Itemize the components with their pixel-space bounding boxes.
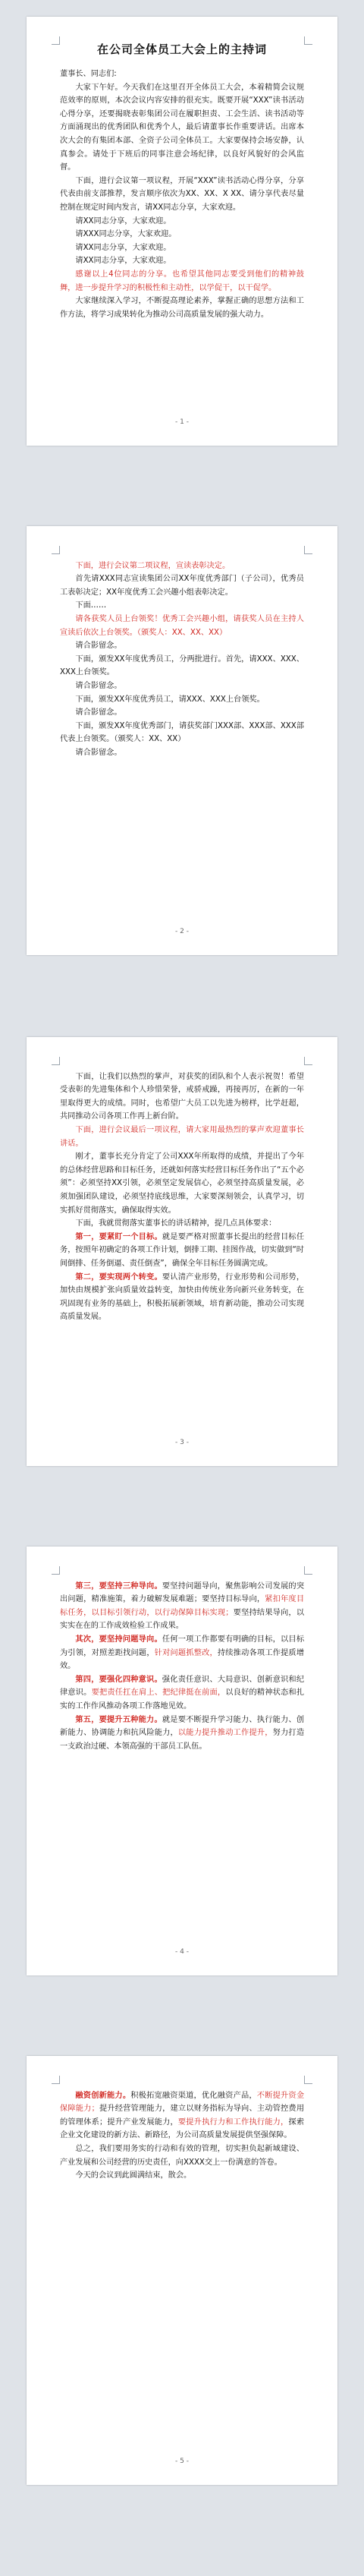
paragraph: [60, 215, 304, 229]
highlighted-text: 第三，要坚持三种导向。: [75, 1581, 162, 1591]
highlighted-text: 第四，要强化四种意识。: [75, 1675, 162, 1684]
page-number: - 2 -: [175, 928, 189, 935]
page-corner-mark: [304, 36, 312, 45]
paragraph: [60, 228, 304, 241]
highlighted-text: 要提升执行力和工作执行能力，: [177, 2117, 289, 2127]
text-run: 下面，进行会议第一项议程，开展“XXX”读书活动心得分享，分享代表由前支部推荐，发言顺序依次为XX、XX、X XX、请分享代表尽量控制在规定时间内发言，请XX同志分享，大家欢迎。: [60, 176, 304, 212]
paragraph: [60, 639, 304, 653]
text-run: 首先请XXX同志宣读集团公司XX年度优秀部门（子公司），优秀员工表彰决定；XX年度优秀工会兴趣小组表彰决定。: [60, 575, 304, 597]
page-top-spacer: [60, 1057, 304, 1070]
text-run: 下面，我就贯彻落实董事长的讲话精神，提几点具体要求：: [75, 1219, 277, 1228]
document-page: [27, 2056, 337, 2485]
paragraph: [60, 1070, 304, 1124]
paragraph: [60, 693, 304, 707]
text-run: 请合影留念。: [75, 681, 122, 690]
paragraph: [60, 560, 304, 573]
highlighted-text: 其次，要坚持问题导向。: [75, 1635, 162, 1644]
page-corner-mark: [304, 546, 312, 554]
page-corner-mark: [52, 1566, 60, 1575]
text-run: 就是要严格对照董事长提出的经营目标任务，按照年初确定的各项工作计划，倒排工期、挂图作战，切实做到“时间倒排、任务倒逼、责任倒查”，确保全年目标任务圆满完成。: [60, 1232, 305, 1268]
page-corner-mark: [304, 1057, 312, 1065]
text-run: 下面，让我们以热烈的掌声，对获奖的团队和个人表示祝贺！希望受表彰的先进集体和个人珍惜荣誉，戒骄戒躁，再接再厉，在新的一年里取得更大的成绩。同时，也希望广大员工以先进为榜样，比学赶超，共同推动公司各项工作再上新台阶。: [60, 1072, 304, 1121]
paragraph: [60, 1673, 304, 1714]
text-run: 今天的会议到此圆满结束，散会。: [75, 2171, 192, 2180]
text-run: 请合影留念。: [75, 642, 122, 651]
page-number: - 3 -: [175, 1439, 189, 1446]
highlighted-text: 以能力提升推动工作提升，: [177, 1729, 273, 1738]
text-run: 努力打造一支政治过硬、本领高强的干部员工队伍。: [60, 1729, 305, 1751]
text-run: 任何一项工作都要有明确的目标，以目标为引领，对照差距找问题，: [60, 1635, 305, 1657]
text-run: 探索企业文化建设的新方法、新路径，为公司高质量发展提供坚强保障。: [60, 2117, 305, 2140]
highlighted-text: 融资创新能力。: [75, 2091, 131, 2100]
paragraph: [60, 254, 304, 268]
highlighted-text: 不断提升资金保障能力；: [60, 2091, 305, 2114]
paragraph: [60, 1714, 304, 1754]
page-corner-mark: [52, 546, 60, 554]
highlighted-text: 针对问题抓整改，: [154, 1648, 218, 1657]
paragraph: [60, 572, 304, 599]
paragraph: [60, 706, 304, 720]
paragraph: [60, 1150, 304, 1217]
page-corner-mark: [304, 2076, 312, 2084]
highlighted-text: 下面，进行会议第二项议程，宣读表彰决定。: [75, 561, 231, 570]
page-top-spacer: [60, 1566, 304, 1580]
document-page: [27, 526, 337, 955]
text-run: 总之，我们要用务实的行动和有效的管理，切实担负起新域建设、产业发展和公司经营的历史责任，向XXXX交上一份满意的答卷。: [60, 2144, 304, 2167]
paragraph: [60, 68, 304, 81]
paragraph: [60, 653, 304, 679]
document-title: 在公司全体员工大会上的主持词: [96, 43, 267, 56]
text-run: 请合影留念。: [75, 708, 122, 717]
paragraph: [60, 1633, 304, 1673]
text-run: 提升经营管理能力，建立以财务指标为导向、主动管控费用的管理体系；提升产业发展能力，: [60, 2105, 305, 2127]
page-top-spacer: [60, 2076, 304, 2089]
text-run: 以良好的精神状态和扎实的工作作风推动各项工作落地见效。: [60, 1688, 305, 1711]
text-run: 大家继续深入学习，不断提高理论素养，掌握正确的思想方法和工作方法，将学习成果转化为推动公司高质量发展的强大动力。: [60, 297, 304, 319]
paragraph: [60, 2089, 304, 2142]
paragraph: [60, 613, 304, 639]
paragraph: [60, 1217, 304, 1231]
paragraph: [60, 2169, 304, 2183]
text-run: 要认清产业形势，行业形势和公司形势，加快由规模扩张向质量效益转变，加快由传统业务向新兴业务转变，在巩固现有业务的基础上，积极拓展新领域，培育新动能，推动公司实现高质量发展。: [60, 1272, 305, 1322]
document-page: [27, 1547, 337, 1975]
paragraph: [60, 1124, 304, 1150]
text-run: 就是要不断提升学习能力、执行能力、创新能力、协调能力和抗风险能力，: [60, 1715, 305, 1738]
text-run: 要坚持问题导向，聚焦影响公司发展的突出问题，精准施策，着力破解发展难题；要坚持目标导向，: [60, 1581, 305, 1604]
highlighted-text: 第二，要实现两个转变。: [75, 1272, 162, 1282]
paragraph: [60, 746, 304, 760]
highlighted-text: 下面，进行会议最后一项议程，请大家用最热烈的掌声欢迎董事长讲话。: [60, 1125, 304, 1148]
paragraph: [60, 679, 304, 693]
paragraph: [60, 2142, 304, 2169]
text-run: 请XX同志分享，大家欢迎。: [75, 243, 171, 252]
page-top-spacer: [60, 546, 304, 560]
paragraph: [60, 599, 304, 613]
page-corner-mark: [52, 2076, 60, 2084]
highlighted-text: 感谢以上4位同志的分享。也希望其他同志要受到他们的精神鼓舞，进一步提升学习的积极性和主动性，以学促干，以干促学。: [60, 270, 304, 292]
text-run: 请XX同志分享，大家欢迎。: [75, 257, 171, 266]
text-run: 下面，颁发XX年度优秀员工，请XXX、XXX上台领奖。: [75, 695, 265, 704]
text-run: 下面……: [75, 601, 107, 610]
text-run: 强化责任意识、大局意识、创新意识和纪律意识。: [60, 1675, 305, 1698]
page-number: - 1 -: [175, 418, 189, 426]
page-corner-mark: [52, 36, 60, 45]
paragraph: [60, 1271, 304, 1324]
paragraph: [60, 295, 304, 321]
paragraph: [60, 81, 304, 175]
paragraph: [60, 720, 304, 746]
text-run: 请XX同志分享，大家欢迎。: [75, 216, 171, 225]
paragraph: [60, 1231, 304, 1271]
highlighted-text: 第五，要提升五种能力。: [75, 1715, 162, 1724]
paragraph: [60, 1580, 304, 1633]
paragraph: [60, 175, 304, 215]
text-run: 刚才，董事长充分肯定了公司XXX年所取得的成绩，并提出了今年的总体经营思路和目标任务，还就如何落实经营目标任务作出了“五个必须”：必须坚持XX引领，必须坚定发展信心，必须坚持高质量发展，必须加强团队建设，必须坚持底线思维，大家要深刻领会，认真学习，切实抓好贯彻落实，确保取得实效。: [60, 1152, 304, 1215]
text-run: 董事长、同志们:: [60, 70, 117, 78]
text-run: 要坚持结果导向，以实实在在的工作成效检验工作成果。: [60, 1608, 305, 1631]
paragraph: [60, 268, 304, 295]
page-corner-mark: [52, 1057, 60, 1065]
text-run: 请合影留念。: [75, 748, 122, 757]
text-run: 大家下午好。今天我们在这里召开全体员工大会，本着精简会议规范效率的原则，本次会议内容安排的很充实。既要开展“XXX”读书活动心得分享，还要揭晓表彰集团公司在履职担责、工会生活、读书活动等方面涌现出的优秀团队和优秀个人，最后请董事长作重要讲话。出席本次大会的有集团本部、全资子公司全体员工。大家要保持会场安静，认真参会。请处于下班后的同事注意会场纪律，以良好风貌好的会风监督。: [60, 83, 304, 172]
paragraph: [60, 241, 304, 255]
highlighted-text: 紧扣年度目标任务，以目标引领行动，以行动保障目标实现；: [60, 1595, 305, 1617]
highlighted-text: 请各获奖人员上台领奖！优秀工会兴趣小组，请获奖人员在主持人宣读后依次上台领奖。（颁奖人：XX、XX、XX）: [60, 614, 304, 637]
text-run: 下面，颁发XX年度优秀员工，分两批进行。首先，请XXX、XXX、XXX上台领奖。: [60, 654, 304, 677]
page-number: - 4 -: [175, 1948, 189, 1956]
text-run: 积极拓宽融资渠道，优化融资产品，: [130, 2091, 257, 2100]
document-page: [27, 17, 337, 446]
text-run: 下面，颁发XX年度优秀部门，请获奖部门XXX部、XXX部、XXX部代表上台领奖。（颁奖人：XX、XX）: [60, 721, 304, 744]
highlighted-text: 第一，要紧盯一个目标。: [75, 1232, 162, 1241]
text-run: 持续推动各项工作提质增效。: [60, 1648, 305, 1671]
document-page: [27, 1037, 337, 1466]
text-run: 请XXX同志分享，大家欢迎。: [75, 230, 177, 239]
highlighted-text: 要把责任扛在肩上、把纪律挺在前面，: [91, 1688, 226, 1698]
page-corner-mark: [304, 1566, 312, 1575]
page-number: - 5 -: [175, 2458, 189, 2465]
